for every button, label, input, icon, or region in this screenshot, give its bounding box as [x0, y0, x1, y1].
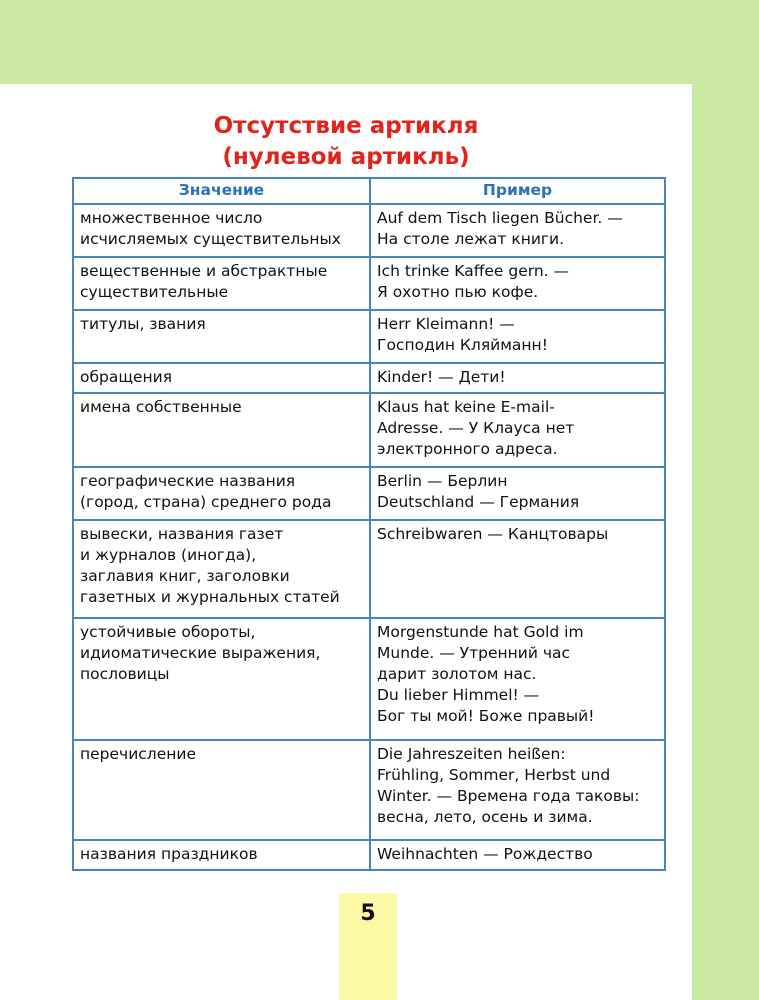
meaning-cell: названия праздников: [73, 840, 370, 870]
meaning-cell: обращения: [73, 363, 370, 393]
meaning-cell: вещественные и абстрактные существительные: [73, 257, 370, 310]
table-row: [73, 257, 665, 310]
example-cell: Kinder! — Дети!: [370, 363, 665, 393]
meaning-cell: перечисление: [73, 740, 370, 840]
title-line-1: Отсутствие артикля: [213, 113, 479, 139]
meaning-cell: географические названия (город, страна) среднего рода: [73, 467, 370, 520]
table-row: [73, 740, 665, 840]
page-number: 5: [360, 901, 376, 926]
table-row: [73, 467, 665, 520]
table-header-row: [73, 178, 665, 204]
page-title: [0, 111, 692, 173]
header-meaning: Значение: [73, 178, 370, 204]
article-table: [72, 177, 666, 871]
example-cell: Auf dem Tisch liegen Bücher. — На столе лежат книги.: [370, 204, 665, 257]
example-cell: Klaus hat keine E-mail- Adresse. — У Клауса нет электронного адреса.: [370, 393, 665, 467]
meaning-cell: титулы, звания: [73, 310, 370, 363]
example-cell: Berlin — Берлин Deutschland — Германия: [370, 467, 665, 520]
table-row: [73, 393, 665, 467]
page-number-tab: [339, 893, 397, 1000]
meaning-cell: имена собственные: [73, 393, 370, 467]
meaning-cell: множественное число исчисляемых существительных: [73, 204, 370, 257]
example-cell: Morgenstunde hat Gold im Munde. — Утренний час дарит золотом нас. Du lieber Himmel! — Бог ты мой! Боже правый!: [370, 618, 665, 740]
page-sheet: [0, 84, 692, 1000]
header-example: Пример: [370, 178, 665, 204]
table-row: [73, 363, 665, 393]
table-row: [73, 520, 665, 618]
table-row: [73, 204, 665, 257]
table-row: [73, 618, 665, 740]
example-cell: Die Jahreszeiten heißen: Frühling, Sommer, Herbst und Winter. — Времена года таковы: весна, лето, осень и зима.: [370, 740, 665, 840]
example-cell: Schreibwaren — Канцтовары: [370, 520, 665, 618]
example-cell: Ich trinke Kaffee gern. — Я охотно пью кофе.: [370, 257, 665, 310]
meaning-cell: устойчивые обороты, идиоматические выражения, пословицы: [73, 618, 370, 740]
example-cell: Herr Kleimann! — Господин Кляйманн!: [370, 310, 665, 363]
title-line-2: (нулевой артикль): [222, 144, 470, 170]
example-cell: Weihnachten — Рождество: [370, 840, 665, 870]
meaning-cell: вывески, названия газет и журналов (иногда), заглавия книг, заголовки газетных и журнальных статей: [73, 520, 370, 618]
table-row: [73, 310, 665, 363]
table-row: [73, 840, 665, 870]
